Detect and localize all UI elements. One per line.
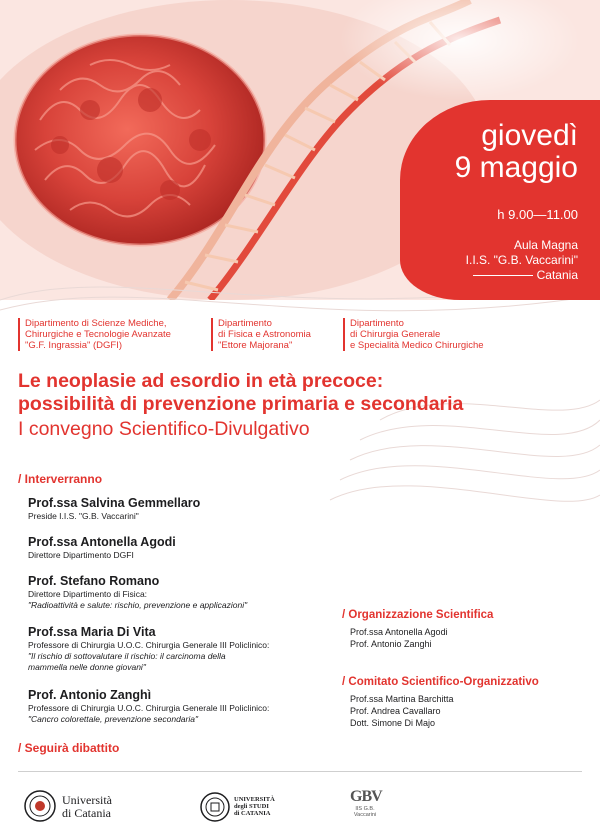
- speaker-role: Direttore Dipartimento di Fisica:: [28, 589, 148, 599]
- logo-line: di Catania: [62, 806, 111, 820]
- logo-line: di CATANIA: [234, 810, 271, 817]
- speaker-role: Preside I.I.S. "G.B. Vaccarini": [28, 511, 139, 521]
- speaker-role: Professore di Chirurgia U.O.C. Chirurgia Generale III Policlinico:: [28, 640, 270, 650]
- committee-member: Dott. Simone Di Majo: [350, 718, 436, 728]
- speaker-name: Prof.ssa Antonella Agodi: [28, 535, 176, 549]
- logo-unict: [24, 790, 144, 824]
- speakers-heading: / Interverranno: [18, 472, 103, 486]
- speaker-di-vita: [28, 625, 328, 673]
- footer-divider: [18, 771, 582, 772]
- logo-line: UNIVERSITÀ: [234, 796, 275, 803]
- org-member: Prof. Antonio Zanghi: [350, 639, 432, 649]
- dept-line: Dipartimento: [218, 318, 272, 329]
- venue-city: Catania: [536, 268, 578, 282]
- department-fisica: [211, 318, 348, 351]
- unict-studi-seal-icon: [200, 792, 230, 822]
- unict-studi-name: [234, 796, 275, 817]
- speaker-zanghi: [28, 688, 328, 725]
- event-venue: [466, 238, 578, 283]
- gbv-mark: GBV: [350, 788, 382, 805]
- venue-school: I.I.S. "G.B. Vaccarini": [465, 253, 578, 267]
- department-dgfi: [18, 318, 210, 351]
- event-date-day-month: 9 maggio: [454, 151, 578, 184]
- event-time: h 9.00—11.00: [497, 207, 578, 222]
- event-day: giovedì: [481, 119, 578, 152]
- committee-members: [350, 693, 454, 729]
- speaker-name: Prof.ssa Salvina Gemmellaro: [28, 496, 201, 510]
- speaker-name: Prof. Antonio Zanghì: [28, 688, 152, 702]
- title-line-2: possibilità di prevenzione primaria e secondaria: [18, 393, 464, 415]
- unict-name: [62, 794, 112, 820]
- dept-line: Dipartimento di Scienze Mediche,: [25, 318, 167, 329]
- dept-line: "G.F. Ingrassia" (DGFI): [25, 340, 123, 351]
- speaker-role: Direttore Dipartimento DGFI: [28, 550, 134, 560]
- dept-line: di Chirurgia Generale: [350, 329, 441, 340]
- venue-divider: [473, 275, 533, 276]
- dept-line: di Fisica e Astronomia: [218, 329, 311, 340]
- departments: [18, 318, 588, 354]
- speaker-name: Prof. Stefano Romano: [28, 574, 160, 588]
- speaker-talk: "Radioattività e salute: rischio, prevenzione e applicazioni": [28, 600, 248, 610]
- closing-note: / Seguirà dibattito: [18, 741, 120, 755]
- committee-heading: / Comitato Scientifico-Organizzativo: [342, 676, 539, 688]
- logo-vaccarini: [350, 788, 380, 828]
- logo-line: IIS G.B.: [355, 806, 375, 812]
- title-line-1: Le neoplasie ad esordio in età precoce:: [18, 370, 384, 392]
- speaker-talk-cont: mammella nelle donne giovani": [28, 662, 146, 672]
- org-member: Prof.ssa Antonella Agodi: [350, 627, 448, 637]
- committee-member: Prof. Andrea Cavallaro: [350, 706, 441, 716]
- speaker-gemmellaro: [28, 496, 328, 522]
- logo-line: degli STUDI: [234, 803, 269, 810]
- speaker-name: Prof.ssa Maria Di Vita: [28, 625, 156, 639]
- dept-line: "Ettore Majorana": [218, 340, 293, 351]
- speaker-talk: "Cancro colorettale, prevenzione secondaria": [28, 714, 198, 724]
- unict-seal-icon: [24, 790, 56, 822]
- dept-line: e Specialità Medico Chirurgiche: [350, 340, 484, 351]
- department-chirurgia: [343, 318, 540, 351]
- org-members: [350, 626, 448, 650]
- logo-line: Vaccarini: [353, 812, 377, 818]
- event-date: [455, 120, 578, 184]
- org-heading: / Organizzazione Scientifica: [342, 609, 494, 621]
- venue-city-row: [466, 268, 578, 283]
- logo-line: Università: [62, 793, 112, 807]
- dept-line: Chirurgiche e Tecnologie Avanzate: [25, 329, 171, 340]
- speaker-romano: [28, 574, 328, 611]
- event-subtitle: I convegno Scientifico-Divulgativo: [18, 418, 310, 440]
- speaker-role: Professore di Chirurgia U.O.C. Chirurgia Generale III Policlinico:: [28, 703, 270, 713]
- committee-member: Prof.ssa Martina Barchitta: [350, 694, 454, 704]
- dept-line: Dipartimento: [350, 318, 404, 329]
- speaker-agodi: [28, 535, 328, 561]
- event-title: [18, 370, 588, 416]
- logo-unict-studi: [200, 792, 320, 824]
- speaker-talk: "Il rischio di sottovalutare il rischio: il carcinoma della: [28, 651, 226, 661]
- venue-room: Aula Magna: [513, 238, 578, 252]
